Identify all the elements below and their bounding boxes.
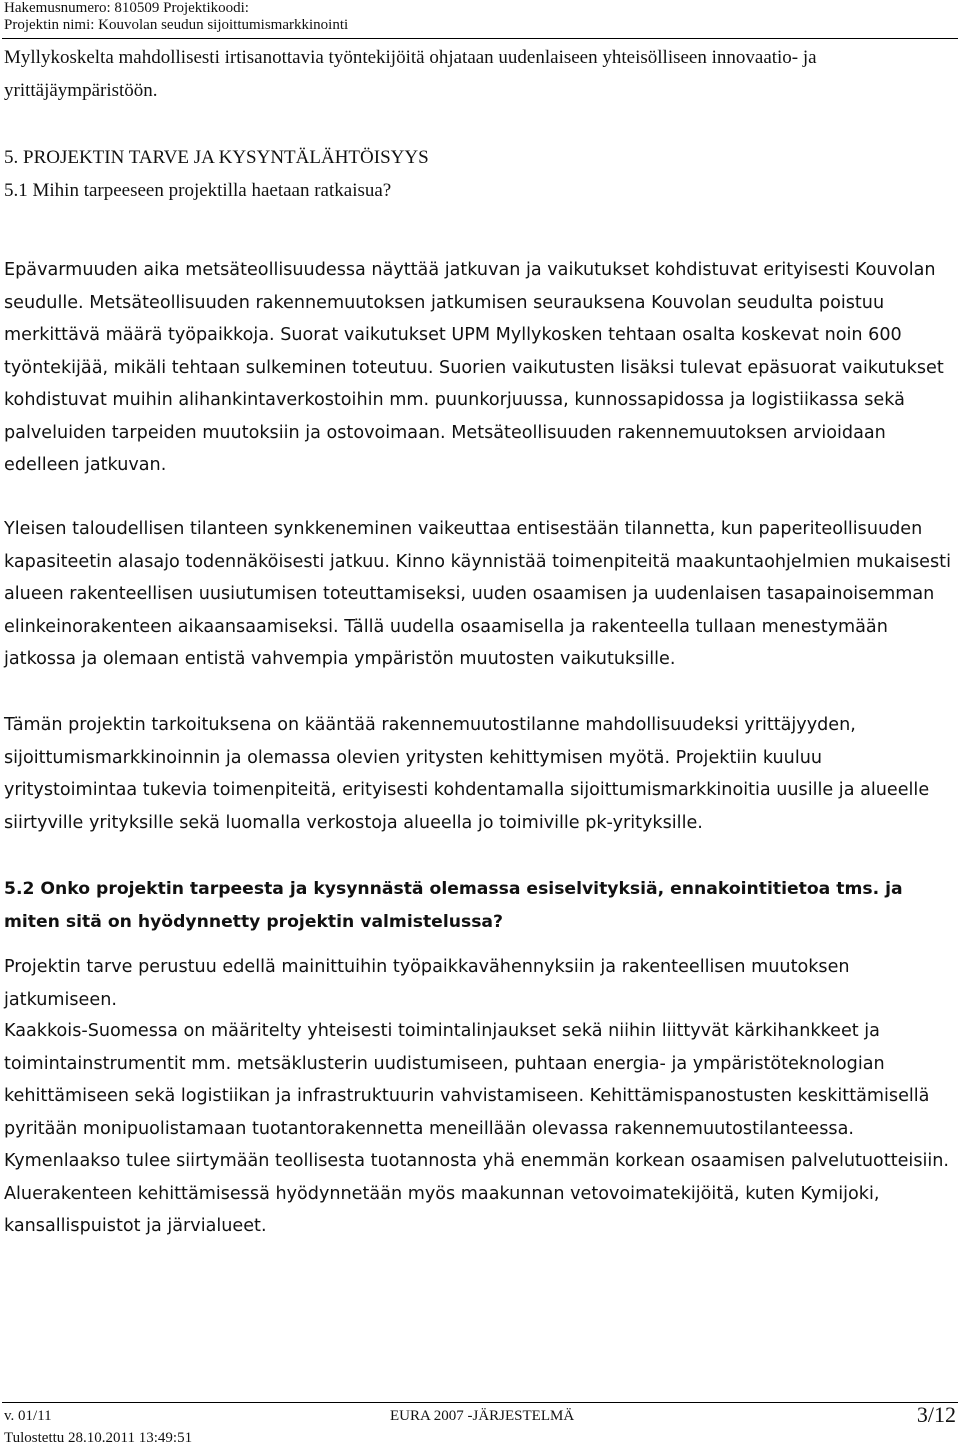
paragraph-2: Yleisen taloudellisen tilanteen synkkeneminen vaikeuttaa entisestään tilannetta, kun paperiteollisuuden kapasiteetin alasajo todennäköisesti jatkuu. Kinno käynnistää toimenpiteitä maakuntaohjelmien mukaisesti alueen rakenteellisen uusiutumisen toteuttamiseksi, uuden osaamisen ja uudenlaisen tasapainoisemman elinkeinorakenteen aikaansaamiseksi. Tällä uudella osaamisella ja rakenteella tullaan menestymään jatkossa ja olemaan entistä vahvempia ympäristön muutosten vaikutuksille. [4, 519, 951, 669]
paragraph-5: Kaakkois-Suomessa on määritelty yhteisesti toimintalinjaukset sekä niihin liittyvät kärkihankkeet ja toimintainstrumentit mm. metsäklusterin uudistumiseen, puhtaan energia- ja ympäristöteknologian kehittämiseen sekä logistiikan ja infrastruktuurin vahvistamiseen. Kehittämispanostusten keskittämisellä pyritään monipuolistamaan tuotantorakennetta meneillään olevassa rakennemuutostilanteessa. Kymenlaakso tulee siirtymään teollisesta tuotannosta yhä enemmän korkean osaamisen palvelutuotteisiin. Aluerakenteen kehittämisessä hyödynnetään myös maakunnan vetovoimatekijöitä, kuten Kymijoki, kansallispuistot ja järvialueet. [4, 1021, 950, 1236]
footer-divider [2, 1402, 958, 1403]
paragraph-1: Epävarmuuden aika metsäteollisuudessa näyttää jatkuvan ja vaikutukset kohdistuvat erityisesti Kouvolan seudulle. Metsäteollisuuden rakennemuutoksen jatkumisen seurauksena Kouvolan seudulta poistuu merkittävä määrä työpaikkoja. Suorat vaikutukset UPM Myllykosken tehtaan osalta koskevat noin 600 työntekijää, mikäli tehtaan sulkeminen toteutuu. Suorien vaikutusten lisäksi tulevat epäsuorat vaikutukset kohdistuvat muihin alihankintaverkostoihin mm. puunkorjuussa, kunnossapidossa ja logistiikassa sekä palveluiden tarpeiden muutoksiin ja ostovoimaan. Metsäteollisuuden rakennemuutoksen arvioidaan edelleen jatkuvan. [4, 260, 944, 475]
footer-version: v. 01/11 [4, 1408, 52, 1424]
paragraph-4: Projektin tarve perustuu edellä mainittuihin työpaikkavähennyksiin ja rakenteellisen muutoksen jatkumiseen. [4, 957, 850, 1010]
footer-print-time: Tulostettu 28.10.2011 13:49:51 [4, 1430, 193, 1446]
footer-system-name: EURA 2007 -JÄRJESTELMÄ [390, 1408, 575, 1424]
header-divider [2, 38, 958, 39]
section-5-title: 5. PROJEKTIN TARVE JA KYSYNTÄLÄHTÖISYYS [4, 147, 429, 168]
section-5-2-title: 5.2 Onko projektin tarpeesta ja kysynnästä olemassa esiselvityksiä, ennakointitietoa tms. ja miten sitä on hyödynnetty projektin valmistelussa? [4, 879, 903, 932]
intro-paragraph: Myllykoskelta mahdollisesti irtisanottavia työntekijöitä ohjataan uudenlaiseen yhteisölliseen innovaatio- ja yrittäjäympäristöön. [4, 47, 817, 101]
header-application-number: Hakemusnumero: 810509 Projektikoodi: [4, 0, 249, 16]
header-project-name: Projektin nimi: Kouvolan seudun sijoittumismarkkinointi [4, 17, 349, 33]
footer-page-number: 3/12 [916, 1402, 956, 1427]
section-5-1-title: 5.1 Mihin tarpeeseen projektilla haetaan ratkaisua? [4, 180, 392, 201]
page-header [4, 0, 348, 34]
paragraph-3: Tämän projektin tarkoituksena on kääntää rakennemuutostilanne mahdollisuudeksi yrittäjyyden, sijoittumismarkkinoinnin ja olemassa olevien yritysten kehittymisen myötä. Projektiin kuuluu yritystoimintaa tukevia toimenpiteitä, erityisesti kohdentamalla sijoittumismarkkinoitia uusille ja alueelle siirtyville yrityksille sekä luomalla verkostoja alueella jo toimiville pk-yrityksille. [4, 715, 930, 833]
